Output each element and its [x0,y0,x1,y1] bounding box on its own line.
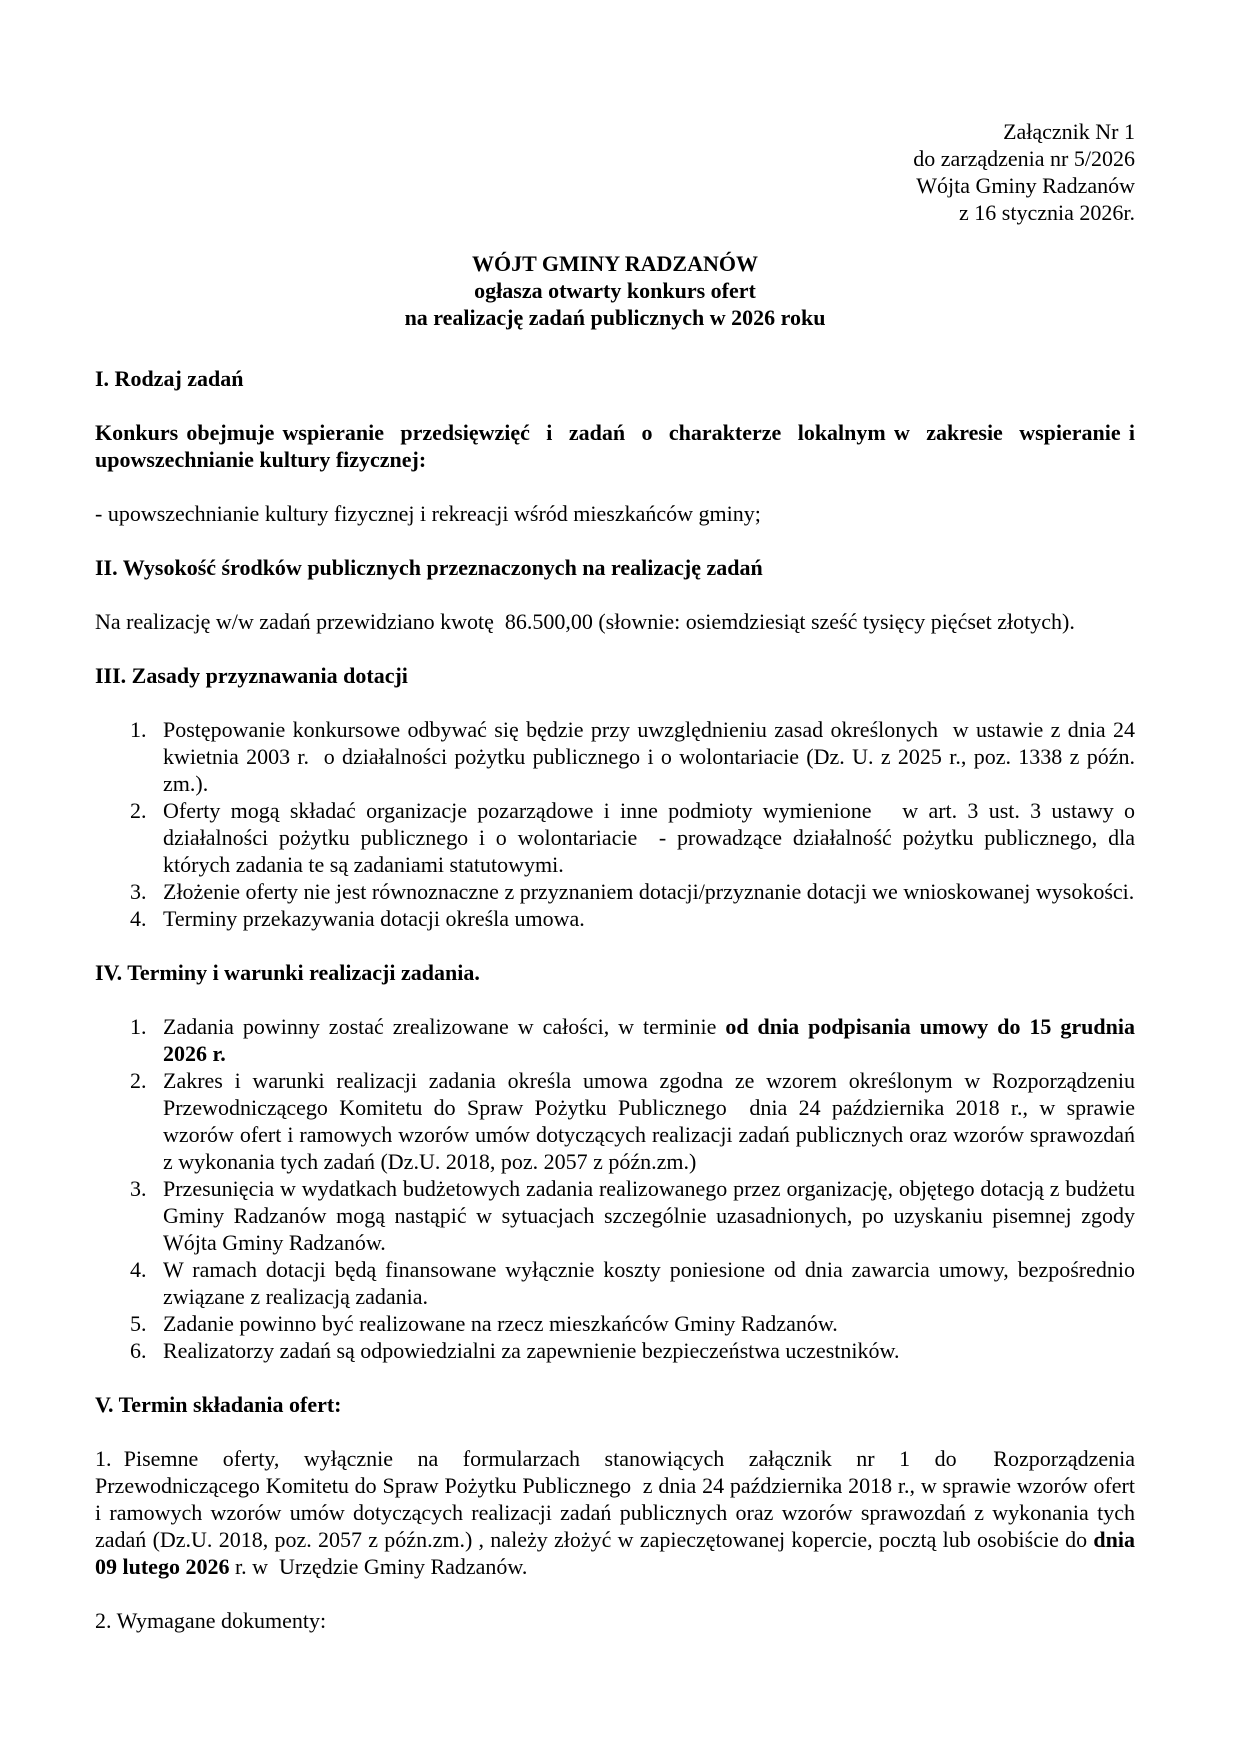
section-4-heading: IV. Terminy i warunki realizacji zadania. [95,960,480,985]
attachment-note-line-1: Załącznik Nr 1 [1003,119,1135,144]
section-5-paragraph-1 [95,1445,1141,1580]
paragraph-text-regular: r. w Urzędzie Gminy Radzanów. [229,1554,528,1579]
section-3-list [95,716,1141,932]
title-line-1: WÓJT GMINY RADZANÓW [471,251,758,276]
item-number: 4. [130,906,147,931]
item-number: 1. [130,1014,147,1039]
paragraph-text-regular: 1. Pisemne oferty, wyłącznie na formularzach stanowiących załącznik nr 1 do Rozporządzenia Przewodniczącego Komitetu do Spraw Pożytku Publicznego z dnia 24 października 2018 r., w sprawie wzorów ofert i ramowych wzorów umów dotyczących realizacji zadań publicznych oraz wzorów sprawozdań z wykonania tych zadań (Dz.U. 2018, poz. 2057 z późn.zm.) , należy złożyć w zapieczętowanej kopercie, pocztą lub osobiście do [95,1446,1141,1552]
item-text: Zadanie powinno być realizowane na rzecz mieszkańców Gminy Radzanów. [163,1311,838,1336]
section-4-list [95,1013,1141,1364]
item-number: 3. [130,879,147,904]
list-item [95,905,1135,932]
section-1-paragraph: Konkurs obejmuje wspieranie przedsięwzięć i zadań o charakterze lokalnym w zakresie wspieranie i upowszechnianie kultury fizycznej: [95,420,1141,472]
title-line-3: na realizację zadań publicznych w 2026 roku [404,305,826,330]
item-number: 6. [130,1338,147,1363]
item-text: Złożenie oferty nie jest równoznaczne z przyznaniem dotacji/przyznanie dotacji we wnioskowanej wysokości. [163,879,1135,904]
list-item [95,1067,1141,1175]
item-text [163,1013,1141,1067]
section-2-heading: II. Wysokość środków publicznych przeznaczonych na realizację zadań [95,555,763,580]
section-1-heading: I. Rodzaj zadań [95,366,244,391]
item-text: Terminy przekazywania dotacji określa umowa. [163,906,585,931]
item-text: Zakres i warunki realizacji zadania określa umowa zgodna ze wzorem określonym w Rozporządzeniu Przewodniczącego Komitetu do Spraw Pożytku Publicznego dnia 24 października 2018 r., w sprawie wzorów ofert i ramowych wzorów umów dotyczących realizacji zadań publicznych oraz wzorów sprawozdań z wykonania tych zadań (Dz.U. 2018, poz. 2057 z późn.zm.) [163,1068,1141,1174]
item-number: 1. [130,717,147,742]
list-item [95,716,1141,797]
list-item [95,797,1141,878]
attachment-note-line-3: Wójta Gminy Radzanów [916,173,1135,198]
list-item [95,1310,1135,1337]
list-item [95,1175,1141,1256]
item-text-regular: Zadania powinny zostać zrealizowane w całości, w terminie [163,1014,726,1039]
item-number: 2. [130,798,147,823]
item-number: 5. [130,1311,147,1336]
item-text: Oferty mogą składać organizacje pozarządowe i inne podmioty wymienione w art. 3 ust. 3 ustawy o działalności pożytku publicznego i o wolontariacie - prowadzące działalność pożytku publicznego, dla których zadania te są zadaniami statutowymi. [163,798,1141,877]
attachment-note-line-2: do zarządzenia nr 5/2026 [913,146,1135,171]
item-number: 4. [130,1257,147,1282]
item-text: Postępowanie konkursowe odbywać się będzie przy uwzględnieniu zasad określonych w ustawie z dnia 24 kwietnia 2003 r. o działalności pożytku publicznego i o wolontariacie (Dz. U. z 2025 r., poz. 1338 z późn. zm.). [163,717,1141,796]
section-1-bullet: - upowszechnianie kultury fizycznej i rekreacji wśród mieszkańców gminy; [95,501,761,526]
list-item [95,878,1135,905]
item-number: 3. [130,1176,147,1201]
item-number: 2. [130,1068,147,1093]
section-5-paragraph-2: 2. Wymagane dokumenty: [95,1608,327,1633]
deadline-bold-text: od dnia podpisania umowy do 15 grudnia 2026 r. [163,1014,1141,1066]
attachment-note-line-4: z 16 stycznia 2026r. [959,200,1135,225]
section-5-heading: V. Termin składania ofert: [95,1392,342,1417]
attachment-note [95,118,1135,226]
section-3-heading: III. Zasady przyznawania dotacji [95,663,408,688]
item-text: Realizatorzy zadań są odpowiedzialni za zapewnienie bezpieczeństwa uczestników. [163,1338,900,1363]
list-item [95,1013,1141,1067]
section-2-paragraph: Na realizację w/w zadań przewidziano kwotę 86.500,00 (słownie: osiemdziesiąt sześć tysięcy pięćset złotych). [95,609,1075,634]
submission-deadline-bold-text: dnia 09 lutego 2026 [95,1527,1141,1579]
document-title [95,250,1135,331]
item-text: Przesunięcia w wydatkach budżetowych zadania realizowanego przez organizację, objętego dotacją z budżetu Gminy Radzanów mogą nastąpić w sytuacjach szczególnie uzasadnionych, po uzyskaniu pisemnej zgody Wójta Gminy Radzanów. [163,1176,1141,1255]
list-item [95,1337,1135,1364]
list-item [95,1256,1141,1310]
title-line-2: ogłasza otwarty konkurs ofert [474,278,756,303]
item-text: W ramach dotacji będą finansowane wyłącznie koszty poniesione od dnia zawarcia umowy, bezpośrednio związane z realizacją zadania. [163,1257,1141,1309]
